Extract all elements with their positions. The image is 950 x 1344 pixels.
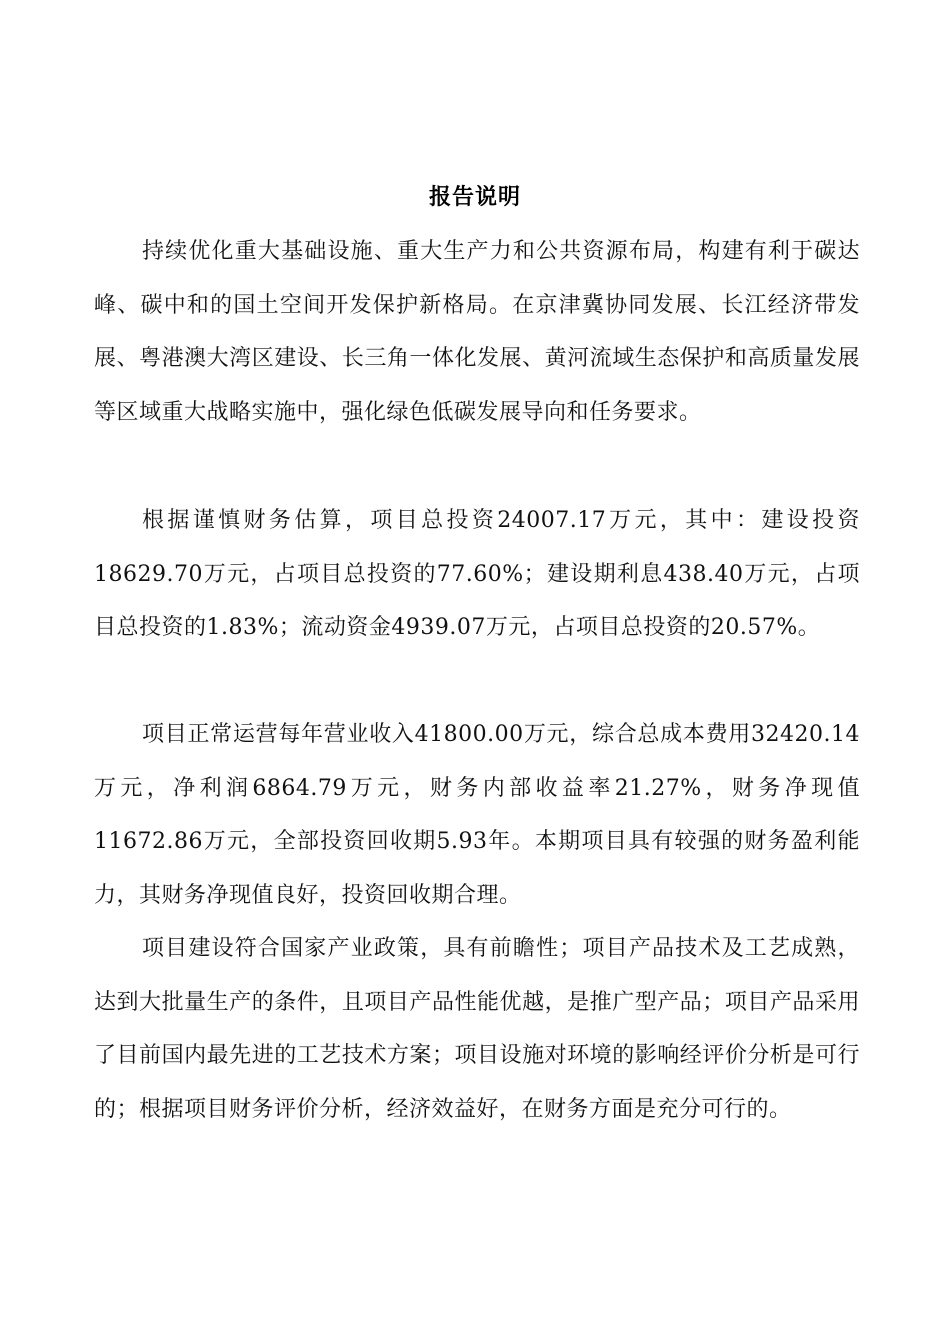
- page-title: 报告说明: [428, 185, 521, 210]
- paragraph-investment: 根据谨慎财务估算，项目总投资24007.17万元，其中：建设投资18629.70万元，占项目总投资的77.60%；建设期利息438.40万元，占项目总投资的1.83%；流动资金4939.07万元，占项目总投资的20.57%。: [94, 508, 860, 640]
- paragraph-layout: 持续优化重大基础设施、重大生产力和公共资源布局，构建有利于碳达峰、碳中和的国土空间开发保护新格局。在京津冀协同发展、长江经济带发展、粤港澳大湾区建设、长三角一体化发展、黄河流域生态保护和高质量发展等区域重大战略实施中，强化绿色低碳发展导向和任务要求。: [94, 239, 860, 425]
- paragraph-conclusion: 项目建设符合国家产业政策，具有前瞻性；项目产品技术及工艺成熟，达到大批量生产的条件，且项目产品性能优越，是推广型产品；项目产品采用了目前国内最先进的工艺技术方案；项目设施对环境的影响经评价分析是可行的；根据项目财务评价分析，经济效益好，在财务方面是充分可行的。: [94, 936, 860, 1122]
- paragraph-revenue: 项目正常运营每年营业收入41800.00万元，综合总成本费用32420.14万元，净利润6864.79万元，财务内部收益率21.27%，财务净现值11672.86万元，全部投资回收期5.93年。本期项目具有较强的财务盈利能力，其财务净现值良好，投资回收期合理。: [94, 722, 860, 908]
